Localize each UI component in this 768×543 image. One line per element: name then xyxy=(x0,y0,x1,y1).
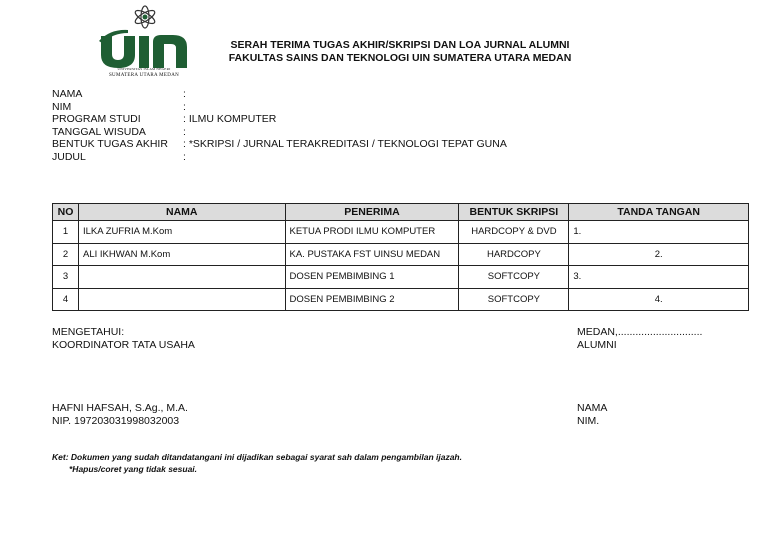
cell-signature: 4. xyxy=(569,288,749,311)
left-signature-heading xyxy=(52,326,195,352)
cell-bentuk: SOFTCOPY xyxy=(459,288,569,311)
info-value: : *SKRIPSI / JURNAL TERAKREDITASI / TEKNOLOGI TEPAT GUNA xyxy=(183,138,507,151)
info-value: : xyxy=(183,88,186,100)
mengetahui-label: MENGETAHUI: xyxy=(52,326,125,338)
handover-table xyxy=(52,203,749,311)
coordinator-title: KOORDINATOR TATA USAHA xyxy=(52,339,195,351)
info-value: : xyxy=(183,150,186,163)
alumni-nim-label: NIM. xyxy=(577,415,600,427)
info-label: BENTUK TUGAS AKHIR xyxy=(52,138,168,151)
col-header-penerima: PENERIMA xyxy=(285,204,459,221)
right-signature-name xyxy=(577,402,607,428)
info-label: NIM xyxy=(52,100,72,113)
cell-bentuk: HARDCOPY xyxy=(459,243,569,266)
cell-penerima: KA. PUSTAKA FST UINSU MEDAN xyxy=(285,243,459,266)
col-header-no: NO xyxy=(53,204,79,221)
table-row xyxy=(53,221,749,244)
cell-signature: 2. xyxy=(569,243,749,266)
alumni-label: ALUMNI xyxy=(577,339,617,351)
info-value: : xyxy=(183,125,186,138)
info-value: : ILMU KOMPUTER xyxy=(183,113,277,126)
cell-penerima: DOSEN PEMBIMBING 1 xyxy=(285,266,459,289)
place-date-line: MEDAN,............................. xyxy=(577,326,703,338)
title-line-2: FAKULTAS SAINS DAN TEKNOLOGI UIN SUMATERA UTARA MEDAN xyxy=(228,51,572,64)
col-header-nama: NAMA xyxy=(78,204,285,221)
info-label: NAMA xyxy=(52,88,83,100)
title-line-1: SERAH TERIMA TUGAS AKHIR/SKRIPSI DAN LOA JURNAL ALUMNI xyxy=(230,39,570,51)
col-header-tanda-tangan: TANDA TANGAN xyxy=(569,204,749,221)
coordinator-name: HAFNI HAFSAH, S.Ag., M.A. xyxy=(52,402,188,414)
right-signature-heading xyxy=(577,326,702,352)
cell-nama xyxy=(78,288,285,311)
footnote-line-1: Ket: Dokumen yang sudah ditandatangani ini dijadikan sebagai syarat sah dalam pengambilan ijazah. xyxy=(52,452,462,462)
cell-penerima: KETUA PRODI ILMU KOMPUTER xyxy=(285,221,459,244)
uin-logo-icon xyxy=(98,4,190,70)
cell-signature: 1. xyxy=(569,221,749,244)
cell-no: 2 xyxy=(53,243,79,266)
cell-no: 4 xyxy=(53,288,79,311)
document-title xyxy=(200,39,600,64)
cell-no: 1 xyxy=(53,221,79,244)
cell-nama xyxy=(78,266,285,289)
cell-nama: ALI IKHWAN M.Kom xyxy=(78,243,285,266)
info-label: TANGGAL WISUDA xyxy=(52,125,146,138)
col-header-bentuk-skripsi: BENTUK SKRIPSI xyxy=(459,204,569,221)
cell-no: 3 xyxy=(53,266,79,289)
logo-caption-small: UNIVERSITAS ISLAM NEGERI xyxy=(117,67,171,71)
cell-signature: 3. xyxy=(569,266,749,289)
info-label: JUDUL xyxy=(52,150,86,163)
table-row xyxy=(53,266,749,289)
footnote-line-2: *Hapus/coret yang tidak sesuai. xyxy=(69,463,198,474)
cell-bentuk: SOFTCOPY xyxy=(459,266,569,289)
footnote xyxy=(52,452,462,475)
table-row xyxy=(53,243,749,266)
cell-bentuk: HARDCOPY & DVD xyxy=(459,221,569,244)
info-label: PROGRAM STUDI xyxy=(52,113,141,126)
alumni-name-label: NAMA xyxy=(577,402,608,414)
cell-penerima: DOSEN PEMBIMBING 2 xyxy=(285,288,459,311)
left-signature-name xyxy=(52,402,188,428)
table-row xyxy=(53,288,749,311)
coordinator-nip: NIP. 197203031998032003 xyxy=(52,415,180,427)
info-value: : xyxy=(183,100,186,113)
logo-caption-main: SUMATERA UTARA MEDAN xyxy=(108,73,180,78)
cell-nama: ILKA ZUFRIA M.Kom xyxy=(78,221,285,244)
uin-logo xyxy=(98,4,190,82)
table-header-row xyxy=(53,204,749,221)
